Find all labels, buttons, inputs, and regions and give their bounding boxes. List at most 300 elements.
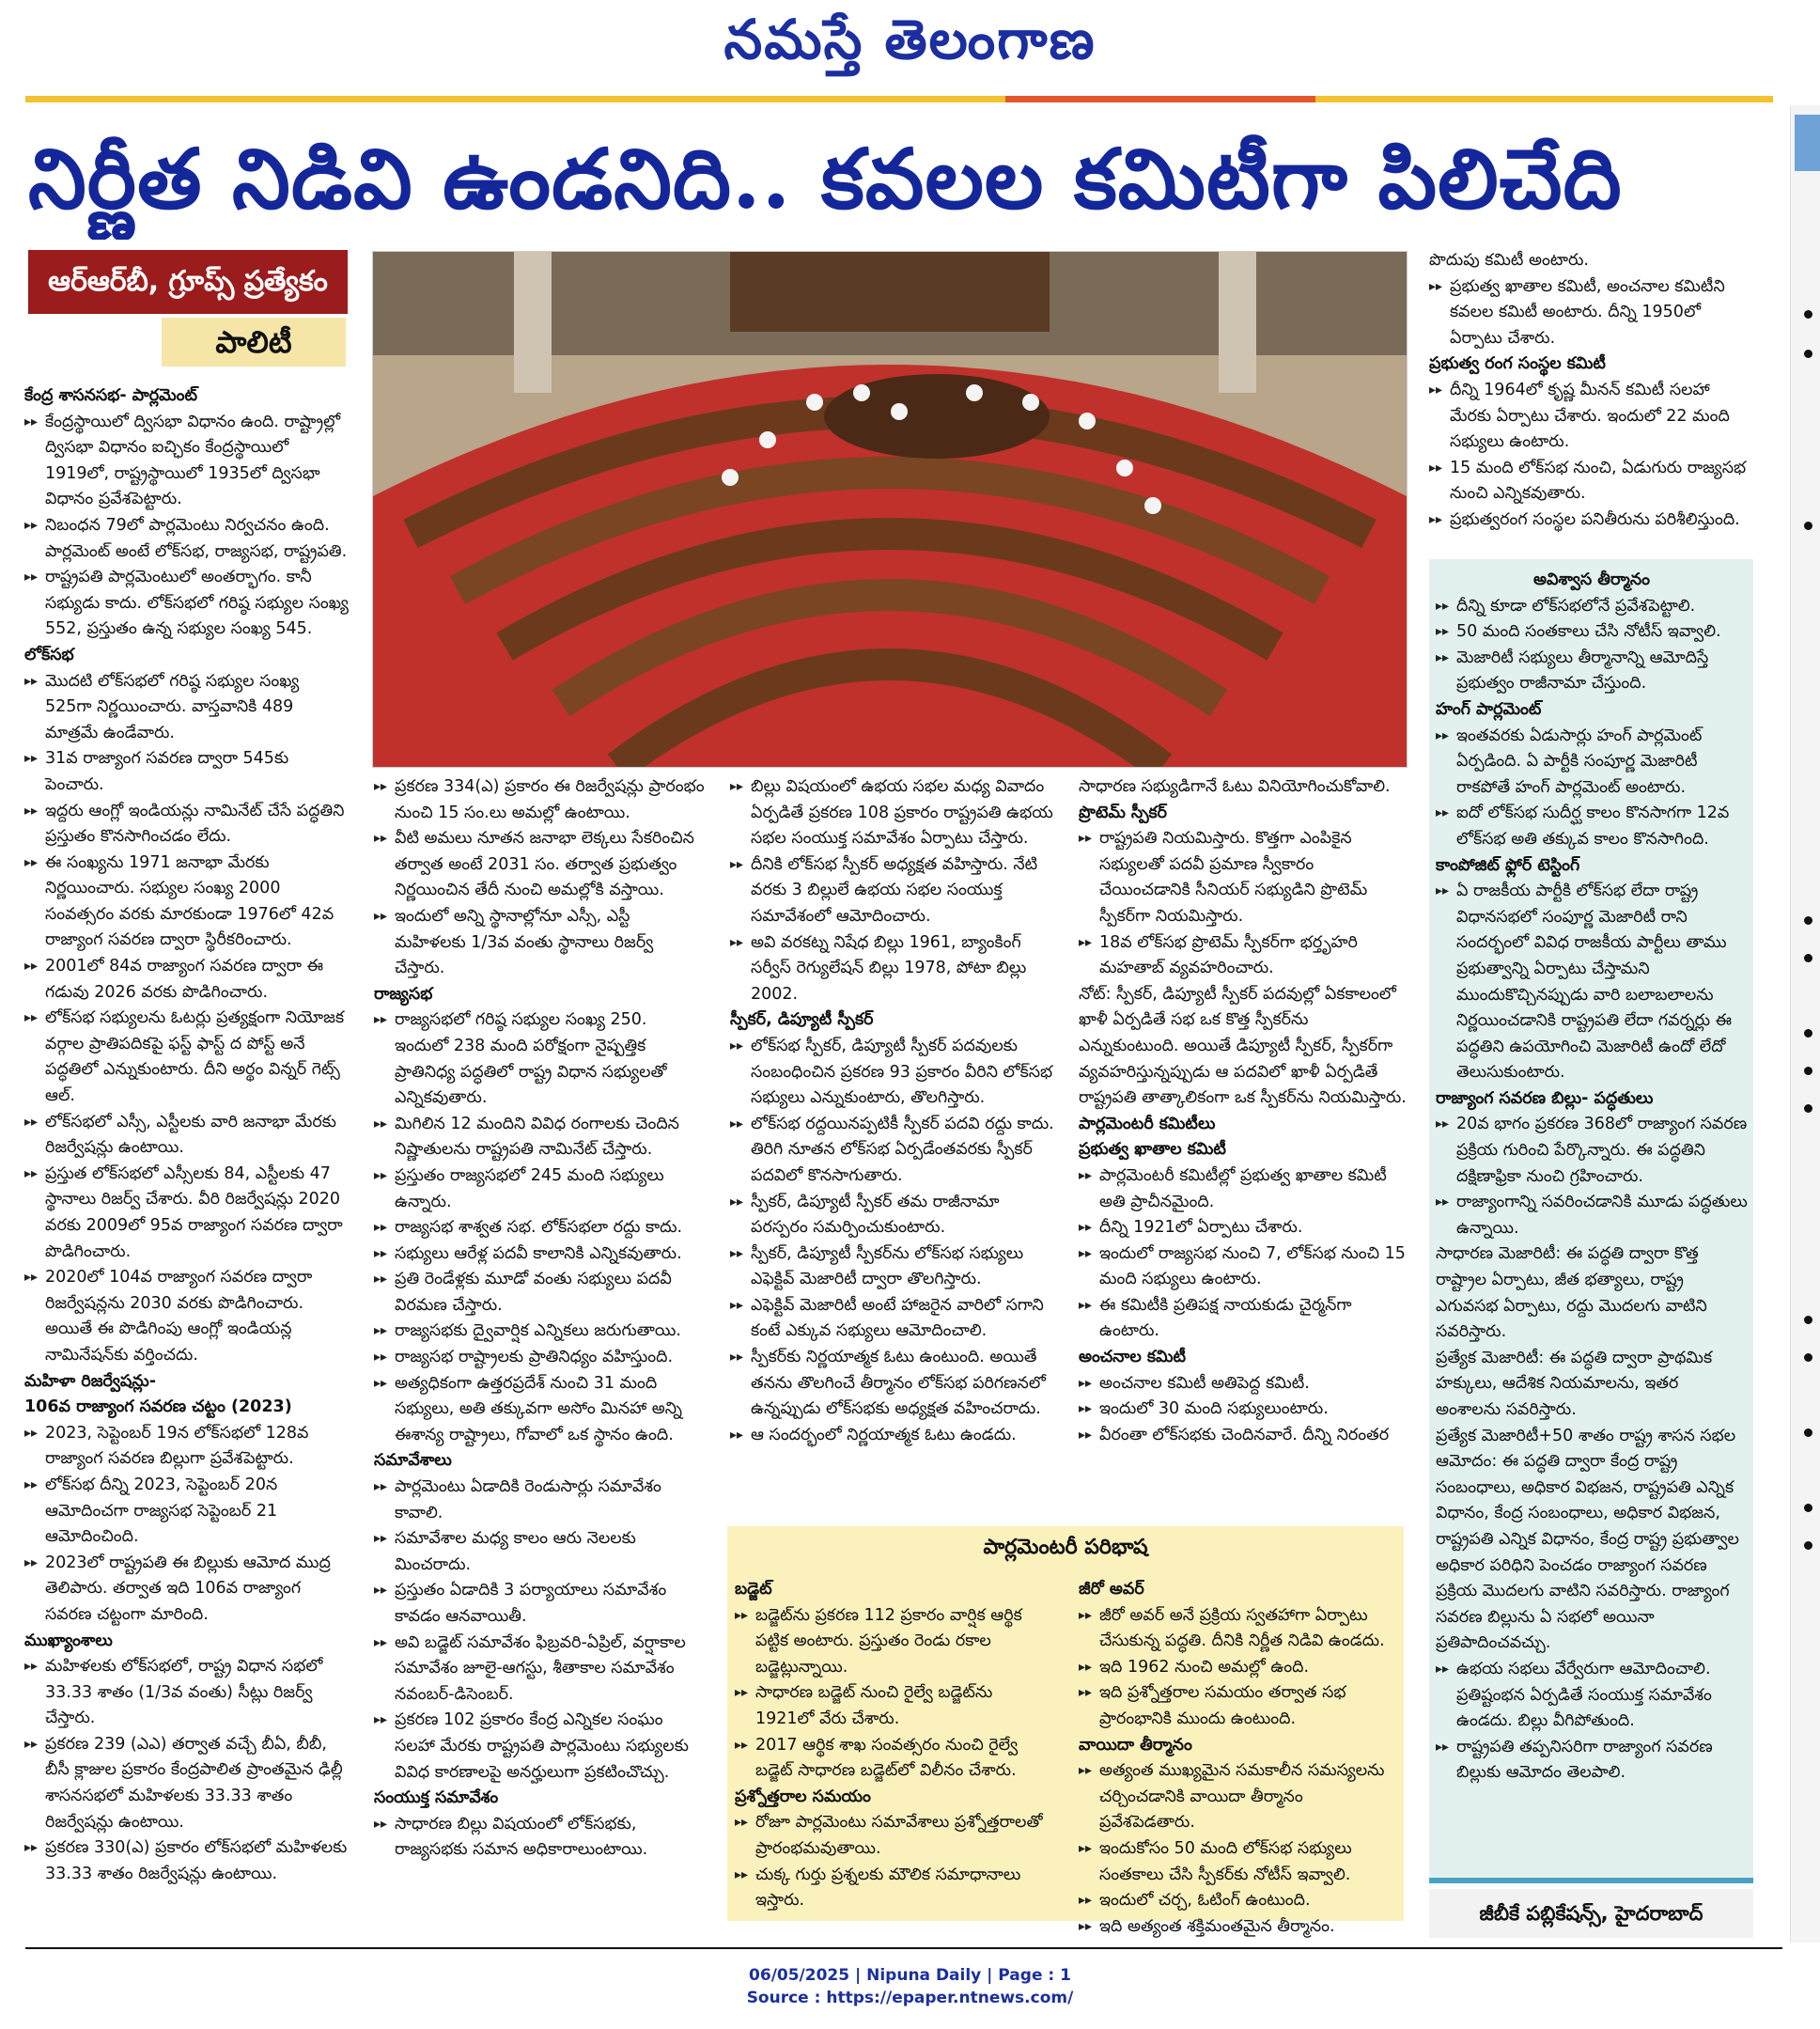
section-heading: ప్రశ్నోత్తరాల సమయం [735, 1787, 871, 1806]
bullet-text: లోక్‌సభ దీన్ని 2023, సెప్టెంబర్ 20న ఆమోదించగా రాజ్యసభ సెప్టెంబర్ 21 ఆమోదించింది. [45, 1475, 278, 1547]
bullet-item [24, 513, 349, 565]
bullet-item [24, 799, 349, 851]
bullet-icon: ▸▸ [24, 803, 39, 819]
bullet-icon: ▸▸ [730, 856, 744, 872]
bullet-text: పార్లమెంటరీ కమిటీల్లో ప్రభుత్వ ఖాతాల కమిటీ అతి ప్రాచీనమైంది. [1099, 1165, 1387, 1211]
bullet-icon: ▸▸ [1079, 1427, 1093, 1443]
bullet-icon: ▸▸ [24, 854, 39, 870]
bullet-text: దీన్ని కూడా లోక్‌సభలోనే ప్రవేశపెట్టాలి. [1456, 596, 1696, 616]
bullet-text: ఇందులో చర్చ, ఓటింగ్ ఉంటుంది. [1099, 1891, 1311, 1911]
bullet-icon: ▸▸ [1079, 1607, 1093, 1623]
bullet-icon: ▸▸ [24, 1736, 39, 1752]
section-heading: కాంపోజిట్ ఫ్లోర్ టెస్టింగ్ [1436, 855, 1580, 875]
edge-bullet [1804, 350, 1812, 358]
bullet-item [1429, 507, 1753, 534]
bullet-icon: ▸▸ [1436, 1739, 1450, 1755]
bullet-text: బిల్లు విషయంలో ఉభయ సభల మధ్య వివాదం ఏర్పడితే ప్రకరణ 108 ప్రకారం రాష్ట్రపతి ఉభయ సభల సంయుక్త సమావేశం ఏర్పాటు చేస్తారు. [751, 777, 1053, 849]
bullet-item [374, 1631, 705, 1709]
bullet-text: ప్రభుత్వరంగ సంస్థల పనితీరును పరిశీలిస్తుంది. [1450, 509, 1740, 529]
bullet-item [374, 774, 705, 826]
bullet-text: ఎఫెక్టివ్ మెజారిటీ అంటే హాజరైన వారిలో సగాని కంటే ఎక్కువ సభ్యులు ఆమోదించాలి. [751, 1295, 1044, 1341]
bullet-text: 15 మంది లోక్‌సభ నుంచి, ఏడుగురు రాజ్యసభ నుంచి ఎన్నికవుతారు. [1450, 458, 1747, 504]
section-heading: రాజ్యసభ [374, 984, 433, 1004]
bullet-text: లోక్‌సభ స్పీకర్, డిప్యూటీ స్పీకర్ పదవులకు సంబంధించిన ప్రకరణ 93 ప్రకారం వీరిని లోక్‌సభ సభ్యులు ఎన్నుకుంటారు, తొలగిస్తారు. [751, 1036, 1053, 1108]
bullet-icon: ▸▸ [735, 1737, 749, 1753]
bullet-icon: ▸▸ [730, 1350, 744, 1366]
bullet-icon: ▸▸ [1436, 727, 1450, 743]
bullet-text: మహిళలకు లోక్‌సభలో, రాష్ట్ర విధాన సభలో 33.33 శాతం (1/3వ వంతు) సీట్లు రిజర్వ్ చేస్తారు. [45, 1657, 323, 1728]
column-5-top [1429, 248, 1753, 534]
bullet-icon: ▸▸ [1429, 382, 1443, 398]
bullet-icon: ▸▸ [1079, 1401, 1093, 1417]
bullet-icon: ▸▸ [24, 1425, 39, 1441]
bullet-text: 18వ లోక్‌సభ ప్రొటెమ్ స్పీకర్‌గా భర్తృహరి మహతాబ్ వ్యవహరించారు. [1099, 932, 1358, 978]
bullet-text: రాజ్యసభకు ద్వైవార్షిక ఎన్నికలు జరుగుతాయి. [395, 1321, 681, 1341]
parliament-photo [372, 251, 1408, 768]
section-heading: జీరో అవర్ [1079, 1580, 1144, 1599]
edge-bullet [1804, 310, 1812, 319]
bullet-item [374, 904, 705, 982]
bullet-text: ఇది ప్రశ్నోత్తరాల సమయం తర్వాత సభ ప్రారంభానికి ముందు ఉంటుంది. [1099, 1683, 1346, 1728]
bullet-text: ఏ రాజకీయ పార్టీకి లోక్‌సభ లేదా రాష్ట్ర విధానసభలో సంపూర్ణ మెజారిటీ రాని సందర్భంలో వివిధ రాజకీయ పార్టీలు తాము ప్రభుత్వాన్ని ఏర్పాటు చేస్తామని ముందుకొచ్చినప్పుడు వారి బలాబలాలను నిర్ణయించడానికి రాష్ట్రపతి లేదా గవర్నర్లు ఈ పద్ధతిని ఉపయోగించి మెజారిటీ ఉందో లేదో తెలుసుకుంటారు. [1456, 882, 1733, 1083]
bullet-icon: ▸▸ [24, 1114, 39, 1130]
bullet-item [730, 1241, 1061, 1293]
glossary-title: పార్లమెంటరీ పరిభాష [983, 1536, 1148, 1559]
bullet-text: రాష్ట్రపతి పార్లమెంటులో అంతర్భాగం. కానీ సభ్యుడు కాదు. లోక్‌సభలో గరిష్ఠ సభ్యుల సంఖ్య 552, ప్రస్తుతం ఉన్న సభ్యుల సంఖ్య 545. [45, 568, 349, 639]
bullet-item [1436, 619, 1748, 646]
bullet-text: ఈ సంఖ్యను 1971 జనాభా మేరకు నిర్ణయించారు. సభ్యుల సంఖ్య 2000 సంవత్సరం వరకు మారకుండా 1976లో 42వ రాజ్యాంగ సవరణ ద్వారా స్థిరీకరించారు. [45, 852, 334, 950]
bullet-text: ఇది 1962 నుంచి అమల్లో ఉంది. [1099, 1657, 1310, 1677]
top-rule-accent [1005, 96, 1315, 102]
bullet-text: సాధారణ బడ్జెట్ నుంచి రైల్వే బడ్జెట్‌ను 1921లో వేరు చేశారు. [755, 1683, 993, 1728]
bullet-item [1079, 1423, 1408, 1449]
footer-date-line: 06/05/2025 | Nipuna Daily | Page : 1 [749, 1966, 1071, 1985]
edge-bullet [1804, 1104, 1812, 1113]
bullet-text: అవి బడ్జెట్ సమావేశం ఫిబ్రవరి-ఏప్రిల్, వర్షాకాల సమావేశం జూలై-ఆగస్టు, శీతాకాల సమావేశం నవంబర్-డిసెంబర్. [395, 1632, 686, 1704]
bullet-icon: ▸▸ [730, 1297, 744, 1313]
bullet-text: ఇది అత్యంత శక్తిమంతమైన తీర్మానం. [1099, 1916, 1335, 1936]
bullet-icon: ▸▸ [1079, 1659, 1093, 1675]
paragraph: నోట్: స్పీకర్, డిప్యూటీ స్పీకర్ పదవుల్లో ఏకకాలంలో ఖాళీ ఏర్పడితే సభ ఒక కొత్త స్పీకర్‌ను ఎన్నుకుంటుంది. అయితే డిప్యూటీ స్పీకర్, స్పీకర్‌గా వ్యవహరిస్తున్నప్పుడు ఆ పదవిలో ఖాళీ ఏర్పడితే రాష్ట్రపతి తాత్కాలికంగా ఒక స్పీకర్‌ను నియమిస్తారు. [1079, 984, 1407, 1108]
bullet-text: అంచనాల కమిటీ అతిపెద్ద కమిటీ. [1099, 1373, 1310, 1393]
bullet-item [1079, 1371, 1408, 1397]
bullet-item [1079, 930, 1408, 982]
section-heading: హంగ్ పార్లమెంట్ [1436, 699, 1542, 719]
paragraph: ప్రత్యేక మెజారిటీ: ఈ పద్ధతి ద్వారా ప్రాథమిక హక్కులు, ఆదేశిక నియమాలను, ఇతర అంశాలను సవరిస్తారు. [1436, 1348, 1713, 1419]
bullet-icon: ▸▸ [374, 1583, 388, 1599]
bullet-item [24, 1835, 349, 1887]
bullet-item [24, 1162, 349, 1265]
footer-source-line: Source : https://epaper.ntnews.com/ [746, 1989, 1074, 2007]
bullet-item [374, 1371, 705, 1449]
bullet-item [1436, 1112, 1748, 1190]
bullet-icon: ▸▸ [374, 1479, 388, 1495]
section-heading: పార్లమెంటరీ కమిటీలు [1079, 1114, 1216, 1133]
paragraph: పొదుపు కమిటీ అంటారు. [1429, 251, 1589, 270]
bullet-icon: ▸▸ [1436, 1194, 1450, 1210]
bullet-icon: ▸▸ [374, 831, 388, 847]
headline: నిర్ణీత నిడివి ఉండనిది.. కవలల కమిటీగా పిలిచేది [28, 130, 1623, 227]
bullet-text: లోక్‌సభలో ఎస్సీ, ఎస్టీలకు వారి జనాభా మేరకు రిజర్వేషన్లు ఉంటాయి. [45, 1112, 336, 1158]
column-3 [730, 774, 1061, 1448]
bullet-icon: ▸▸ [735, 1815, 749, 1831]
bullet-icon: ▸▸ [1436, 805, 1450, 821]
bullet-icon: ▸▸ [374, 1350, 388, 1366]
bullet-item [374, 1267, 705, 1319]
bullet-item [24, 954, 349, 1006]
bullet-item [374, 1708, 705, 1786]
bullet-item [1079, 1680, 1398, 1732]
bullet-item [1079, 1914, 1398, 1941]
bullet-text: స్పీకర్, డిప్యూటీ స్పీకర్ తమ రాజీనామా పరస్పరం సమర్పించుకుంటారు. [751, 1192, 1000, 1238]
bullet-item [374, 1163, 705, 1215]
bullet-item [24, 1006, 349, 1109]
bullet-item [24, 1421, 349, 1473]
bullet-item [374, 1345, 705, 1371]
bullet-text: 2023లో రాష్ట్రపతి ఈ బిల్లుకు ఆమోద ముద్ర తెలిపారు. తర్వాత ఇది 106వ రాజ్యాంగ సవరణ చట్టంగా మారింది. [45, 1553, 331, 1624]
bullet-item [1079, 1215, 1408, 1241]
bullet-text: లోక్‌సభ రద్దయినప్పటికీ స్పీకర్ పదవి రద్దు కాదు. తిరిగి నూతన లోక్‌సభ ఏర్పడేంతవరకు స్పీకర్ పదవిలో కొనసాగుతారు. [751, 1114, 1054, 1185]
bullet-item [1079, 1888, 1398, 1914]
bullet-icon: ▸▸ [730, 1427, 744, 1443]
bullet-icon: ▸▸ [374, 1220, 388, 1236]
bullet-icon: ▸▸ [24, 1659, 39, 1675]
bullet-icon: ▸▸ [374, 779, 388, 794]
edge-bullet [1804, 1316, 1812, 1324]
bullet-text: ఇందులో అన్ని స్థానాల్లోనూ ఎస్సీ, ఎస్టీ మహిళలకు 1/3వ వంతు స్థానాలు రిజర్వ్ చేస్తారు. [395, 906, 654, 978]
footer [0, 1964, 1820, 2009]
bullet-icon: ▸▸ [374, 1634, 388, 1650]
bullet-item [1079, 1397, 1408, 1423]
bullet-item [1429, 378, 1753, 456]
bullet-item [730, 930, 1061, 1008]
bullet-icon: ▸▸ [24, 1840, 39, 1856]
bullet-text: కేంద్రస్థాయిలో ద్విసభా విధానం ఉంది. రాష్ట్రాల్లో ద్విసభా విధానం ఐచ్ఛికం కేంద్రస్థాయిలో 1919లో, రాష్ట్రస్థాయిలో 1935లో ద్విసభా విధానం ప్రవేశపెట్టారు. [45, 412, 341, 509]
subject-tag: పాలిటీ [162, 318, 346, 367]
bullet-icon: ▸▸ [1079, 1893, 1093, 1909]
exam-tag: ఆర్ఆర్‌బీ, గ్రూప్స్ ప్రత్యేకం [28, 250, 348, 314]
bullet-icon: ▸▸ [1079, 1685, 1093, 1701]
bullet-text: మిగిలిన 12 మందిని వివిధ రంగాలకు చెందిన నిష్ణాతులను రాష్ట్రపతి నామినేట్ చేస్తారు. [395, 1114, 679, 1160]
bullet-text: రాష్ట్రపతి తప్పనిసరిగా రాజ్యాంగ సవరణ బిల్లుకు ఆమోదం తెలపాలి. [1456, 1737, 1713, 1783]
bullet-text: సమావేశాల మధ్య కాలం ఆరు నెలలకు మించరాదు. [395, 1529, 636, 1574]
bullet-item [374, 1007, 705, 1111]
bullet-text: అవి వరకట్న నిషేధ బిల్లు 1961, బ్యాంకింగ్ సర్వీస్ రెగ్యులేషన్ బిల్లు 1978, పోటా బిల్లు 2002. [751, 932, 1027, 1004]
bullet-item [1079, 1758, 1398, 1836]
bullet-item [730, 1345, 1061, 1423]
edge-bullet [1804, 1067, 1812, 1075]
bullet-text: బడ్జెట్‌ను ప్రకరణ 112 ప్రకారం వార్షిక ఆర్థిక పట్టిక అంటారు. ప్రస్తుతం రెండు రకాల బడ్జెట్లున్నాయి. [755, 1605, 1022, 1677]
bullet-text: ఉభయ సభలు వేర్వేరుగా ఆమోదించాలి. ప్రతిష్టంభన ఏర్పడితే సంయుక్త సమావేశం ఉండదు. బిల్లు వీగిపోతుంది. [1456, 1659, 1712, 1731]
bullet-icon: ▸▸ [1429, 460, 1443, 476]
bullet-text: ప్రకరణ 334(ఎ) ప్రకారం ఈ రిజర్వేషన్లు ప్రారంభం నుంచి 15 సం.లు అమల్లో ఉంటాయి. [395, 777, 705, 822]
bullet-icon: ▸▸ [1436, 598, 1450, 614]
bullet-text: ఇంతవరకు ఏడుసార్లు హంగ్ పార్లమెంట్ ఏర్పడింది. ఏ పార్టీకి సంపూర్ణ మెజారిటీ రాకపోతే హంగ్ పార్లమెంట్ అంటారు. [1456, 726, 1703, 797]
bullet-item [24, 1265, 349, 1368]
bullet-icon: ▸▸ [1079, 1918, 1093, 1934]
bullet-item [1436, 594, 1748, 620]
bullet-icon: ▸▸ [24, 1270, 39, 1286]
bottom-rule [25, 1947, 1782, 1949]
publisher-credit: జీబీకే పబ్లికేషన్స్, హైదరాబాద్ [1429, 1889, 1753, 1938]
bullet-icon: ▸▸ [24, 959, 39, 975]
bullet-text: రాజ్యసభ రాష్ట్రాలకు ప్రాతినిధ్యం వహిస్తుంది. [395, 1348, 674, 1367]
bullet-item [24, 1551, 349, 1629]
bullet-item [24, 1654, 349, 1732]
bullet-text: వీరంతా లోక్‌సభకు చెందినవారే. దీన్ని నిరంతర [1099, 1425, 1390, 1444]
bullet-icon: ▸▸ [24, 673, 39, 689]
bullet-icon: ▸▸ [374, 1012, 388, 1028]
bullet-text: చుక్క గుర్తు ప్రశ్నలకు మౌలిక సమాధానాలు ఇస్తారు. [755, 1865, 1021, 1911]
edge-bullet [1804, 1029, 1812, 1038]
bullet-item [730, 1034, 1061, 1112]
section-heading: ప్రభుత్వ ఖాతాల కమిటీ [1079, 1140, 1226, 1160]
bullet-text: 50 మంది సంతకాలు చేసి నోటీస్ ఇవ్వాలి. [1456, 622, 1721, 642]
edge-bullet [1804, 1353, 1812, 1362]
newspaper-title: నమస్తే తెలంగాణ [723, 8, 1097, 71]
bullet-icon: ▸▸ [1079, 1763, 1093, 1779]
section-heading: అవిశ్వాస తీర్మానం [1533, 570, 1650, 589]
bullet-icon: ▸▸ [730, 1116, 744, 1132]
section-heading: సమావేశాలు [374, 1451, 452, 1471]
bullet-item [1436, 1657, 1748, 1735]
bullet-icon: ▸▸ [374, 1167, 388, 1183]
section-heading: ప్రొటెమ్ స్పీకర్ [1079, 803, 1168, 822]
bullet-item [730, 774, 1061, 852]
bullet-text: దీన్ని 1921లో ఏర్పాటు చేశారు. [1099, 1218, 1303, 1238]
bullet-icon: ▸▸ [1079, 1375, 1093, 1391]
bullet-item [1436, 1735, 1748, 1787]
bullet-icon: ▸▸ [1436, 1116, 1450, 1132]
bullet-text: అత్యధికంగా ఉత్తరప్రదేశ్ నుంచి 31 మంది సభ్యులు, అతి తక్కువగా అసోం మినహా అన్ని ఈశాన్య రాష్ట్రాలు, గోవాలో ఒక స్థానం ఉంది. [395, 1373, 682, 1444]
bullet-text: ప్రభుత్వ ఖాతాల కమిటీ, అంచనాల కమిటీని కవలల కమిటీ అంటారు. దీన్ని 1950లో ఏర్పాటు చేశారు. [1450, 276, 1725, 348]
bullet-item [374, 826, 705, 904]
paragraph: సాధారణ సభ్యుడిగానే ఓటు వినియోగించుకోవాలి. [1079, 777, 1391, 796]
bullet-item [730, 852, 1061, 930]
bullet-icon: ▸▸ [374, 1531, 388, 1547]
bullet-item [374, 1812, 705, 1864]
bullet-text: వీటి అమలు నూతన జనాభా లెక్కలు సేకరించిన తర్వాత అంటే 2031 సం. తర్వాత ప్రభుత్వం నిర్ణయించిన తేదీ నుంచి అమల్లోకి వస్తాయి. [395, 829, 694, 900]
bullet-item [24, 669, 349, 747]
bullet-text: 2020లో 104వ రాజ్యాంగ సవరణ ద్వారా రిజర్వేషన్లను 2030 వరకు పొడిగించారు. అయితే ఈ పొడిగింపు ఆంగ్లో ఇండియన్ల నామినేషన్‌కు వర్తించదు. [45, 1268, 313, 1365]
section-heading: సంయుక్త సమావేశం [374, 1788, 499, 1808]
bullet-text: మొదటి లోక్‌సభలో గరిష్ఠ సభ్యుల సంఖ్య 525గా నిర్ణయించారు. వాస్తవానికి 489 మాత్రమే ఉండేవారు. [45, 671, 300, 742]
section-heading: ప్రభుత్వ రంగ సంస్థల కమిటీ [1429, 354, 1606, 374]
column-1 [24, 383, 349, 1887]
edge-bullet [1804, 954, 1812, 962]
bullet-text: ఇందులో రాజ్యసభ నుంచి 7, లోక్‌సభ నుంచి 15 మంది సభ్యులు ఉంటారు. [1099, 1243, 1406, 1289]
bullet-text: ప్రకరణ 102 ప్రకారం కేంద్ర ఎన్నికల సంఘం సలహా మేరకు రాష్ట్రపతి పార్లమెంటు సభ్యులకు వివిధ కారణాలపై అనర్హులుగా ప్రకటించొచ్చు. [395, 1710, 689, 1782]
top-rule [25, 96, 1773, 102]
bullet-text: 20వ భాగం ప్రకరణ 368లో రాజ్యాంగ సవరణ ప్రక్రియ గురించి పేర్కొన్నారు. ఈ పద్ధతిని దక్షిణాఫ్రికా నుంచి గ్రహించారు. [1456, 1115, 1748, 1186]
bullet-icon: ▸▸ [24, 1554, 39, 1570]
edge-bullet [1804, 522, 1812, 530]
bullet-item [1436, 724, 1748, 802]
bullet-text: లోక్‌సభ సభ్యులను ఓటర్లు ప్రత్యక్షంగా నియోజక వర్గాల ప్రాతిపదికపై ఫస్ట్ ఫాస్ట్ ద పోస్ట్ అనే పద్ధతిలో ఎన్నుకుంటారు. దీని అర్థం విన్నర్ గెట్స్ ఆల్. [45, 1008, 345, 1106]
bullet-item [1436, 646, 1748, 697]
bullet-text: ఐదో లోక్‌సభ సుదీర్ఘ కాలం కొనసాగగా 12వ లోక్‌సభ అతి తక్కువ కాలం కొనసాగింది. [1456, 804, 1730, 849]
bullet-item [1436, 1190, 1748, 1241]
bullet-icon: ▸▸ [374, 1323, 388, 1339]
section-heading: ముఖ్యాంశాలు [24, 1631, 113, 1650]
bullet-item [374, 1475, 705, 1526]
bullet-text: ప్రస్తుతం రాజ్యసభలో 245 మంది సభ్యులు ఉన్నారు. [395, 1165, 664, 1211]
bullet-item [1079, 1603, 1398, 1655]
bullet-text: సభ్యులు ఆరేళ్ల పదవీ కాలానికి ఎన్నికవుతారు. [395, 1243, 682, 1263]
bullet-icon: ▸▸ [24, 751, 39, 767]
bullet-text: పార్లమెంటు ఏడాదికి రెండుసార్లు సమావేశం కావాలి. [395, 1477, 661, 1522]
bullet-item [735, 1680, 1054, 1732]
bullet-text: 31వ రాజ్యాంగ సవరణ ద్వారా 545కు పెంచారు. [45, 749, 289, 794]
bullet-text: దీన్ని 1964లో కృష్ణ మీనన్ కమిటీ సలహా మేరకు ఏర్పాటు చేశారు. ఇందులో 22 మంది సభ్యులు ఉంటారు. [1450, 380, 1730, 452]
column-5-panel [1436, 568, 1748, 1787]
bullet-icon: ▸▸ [1429, 278, 1443, 294]
bullet-text: ఇందుకోసం 50 మంది లోక్‌సభ సభ్యులు సంతకాలు చేసి స్పీకర్‌కు నోటీస్ ఇవ్వాలి. [1099, 1838, 1352, 1884]
bullet-icon: ▸▸ [374, 1245, 388, 1261]
bullet-icon: ▸▸ [735, 1866, 749, 1882]
bullet-text: ప్రకరణ 239 (ఎఎ) తర్వాత వచ్చే బీఏ, బీబీ, బీసీ క్లాజుల ప్రకారం కేంద్రపాలిత ప్రాంతమైన ఢిల్లీ శాసనసభలో మహిళలకు 33.33 శాతం రిజర్వేషన్లు ఉంటాయి. [45, 1734, 343, 1832]
bullet-icon: ▸▸ [735, 1607, 749, 1623]
bullet-icon: ▸▸ [1079, 1220, 1093, 1236]
column-2 [374, 774, 705, 1864]
bullet-text: 2017 ఆర్థిక శాఖ సంవత్సరం నుంచి రైల్వే బడ్జెట్ సాధారణ బడ్జెట్‌లో విలీనం చేశారు. [755, 1735, 1019, 1781]
bullet-item [730, 1112, 1061, 1190]
bullet-item [1436, 879, 1748, 1086]
bullet-text: అత్యంత ముఖ్యమైన సమకాలీన సమస్యలను చర్చించడానికి వాయిదా తీర్మానం ప్రవేశపెడతారు. [1099, 1761, 1385, 1833]
bullet-text: స్పీకర్‌కు నిర్ణయాత్మక ఓటు ఉంటుంది. అయితే తనను తొలగించే తీర్మానం లోక్‌సభ పరిగణనలో ఉన్నప్పుడు లోక్‌సభకు అధ్యక్షత వహించరాదు. [751, 1348, 1046, 1419]
bullet-text: దీనికి లోక్‌సభ స్పీకర్ అధ్యక్షత వహిస్తారు. నేటి వరకు 3 బిల్లులే ఉభయ సభల సంయుక్త సమావేశంలో ఆమోదించారు. [751, 854, 1038, 926]
bullet-text: సాధారణ బిల్లు విషయంలో లోక్‌సభకు, రాజ్యసభకు సమాన అధికారాలుంటాయి. [395, 1814, 648, 1860]
bullet-text: ప్రస్తుత లోక్‌సభలో ఎస్సీలకు 84, ఎస్టీలకు 47 స్థానాలు రిజర్వ్ చేశారు. వీరి రిజర్వేషన్లు 2020 వరకు 2009లో 95వ రాజ్యాంగ సవరణ ద్వారా పొడిగించారు. [45, 1163, 343, 1261]
section-heading: స్పీకర్, డిప్యూటీ స్పీకర్ [730, 1010, 874, 1030]
edge-bullet [1804, 1428, 1812, 1437]
bullet-item [374, 1526, 705, 1578]
section-heading: మహిళా రిజర్వేషన్లు- [24, 1371, 156, 1391]
bullet-text: మెజారిటీ సభ్యులు తీర్మానాన్ని ఆమోదిస్తే ప్రభుత్వం రాజీనామా చేస్తుంది. [1456, 648, 1709, 694]
column-4 [1079, 774, 1408, 1448]
bullet-item [374, 1215, 705, 1241]
bullet-text: ఇందులో 30 మంది సభ్యులుంటారు. [1099, 1399, 1329, 1419]
bullet-text: రాజ్యసభ శాశ్వత సభ. లోక్‌సభలా రద్దు కాదు. [395, 1218, 683, 1238]
bullet-item [1429, 274, 1753, 352]
edge-bullet [1804, 1541, 1812, 1550]
adjacent-page-edge [1790, 105, 1820, 1943]
bullet-item [735, 1733, 1054, 1785]
bullet-icon: ▸▸ [730, 779, 744, 794]
bullet-item [374, 1112, 705, 1163]
bullet-item [735, 1603, 1054, 1681]
bullet-icon: ▸▸ [374, 1272, 388, 1288]
bullet-icon: ▸▸ [374, 1712, 388, 1728]
bullet-item [1079, 826, 1408, 929]
bullet-text: ఈ కమిటీకి ప్రతిపక్ష నాయకుడు చైర్మన్‌గా ఉంటారు. [1099, 1295, 1352, 1341]
paragraph: సాధారణ మెజారిటీ: ఈ పద్ధతి ద్వారా కొత్త రాష్ట్రాల ఏర్పాటు, జీత భత్యాలు, రాష్ట్ర ఎగువసభ ఏర్పాటు, రద్దు మొదలగు వాటిని సవరిస్తారు. [1436, 1244, 1707, 1342]
bullet-text: ప్రస్తుతం ఏడాదికి 3 పర్యాయాలు సమావేశం కావడం ఆనవాయితీ. [395, 1581, 667, 1626]
bullet-item [24, 1473, 349, 1551]
glossary-right [1079, 1577, 1398, 1940]
bullet-item [374, 1319, 705, 1345]
bullet-item [1079, 1163, 1408, 1215]
bullet-icon: ▸▸ [1429, 511, 1443, 527]
bullet-icon: ▸▸ [1079, 1297, 1093, 1313]
bullet-item [1436, 801, 1748, 852]
bullet-item [735, 1810, 1054, 1862]
bullet-icon: ▸▸ [24, 1476, 39, 1492]
bullet-icon: ▸▸ [1436, 1661, 1450, 1677]
bullet-text: 2023, సెప్టెంబర్ 19న లోక్‌సభలో 128వ రాజ్యాంగ సవరణ బిల్లుగా ప్రవేశపెట్టారు. [45, 1423, 309, 1469]
bullet-icon: ▸▸ [1436, 624, 1450, 640]
edge-bullet [1804, 916, 1812, 925]
bullet-text: ప్రతి రెండేళ్లకు మూడో వంతు సభ్యులు పదవీ విరమణ చేస్తారు. [395, 1270, 672, 1315]
bullet-icon: ▸▸ [1079, 1167, 1093, 1183]
section-heading: రాజ్యాంగ సవరణ బిల్లు- పద్ధతులు [1436, 1088, 1654, 1108]
bullet-icon: ▸▸ [1079, 934, 1093, 950]
section-heading: కేంద్ర శాసనసభ- పార్లమెంట్ [24, 386, 198, 405]
section-heading: లోక్‌సభ [24, 645, 74, 664]
bullet-item [1429, 456, 1753, 507]
bullet-text: రాజ్యాంగాన్ని సవరించడానికి మూడు పద్ధతులు ఉన్నాయి. [1456, 1193, 1748, 1238]
bullet-text: రోజూ పార్లమెంటు సమావేశాలు ప్రశ్నోత్తరాలతో ప్రారంభమవుతాయి. [755, 1813, 1043, 1858]
bullet-item [24, 1732, 349, 1835]
bullet-item [1079, 1655, 1398, 1681]
bullet-icon: ▸▸ [374, 1816, 388, 1832]
bullet-item [730, 1423, 1061, 1449]
bullet-icon: ▸▸ [730, 1194, 744, 1210]
bullet-text: ఆ సందర్భంలో నిర్ణయాత్మక ఓటు ఉండదు. [751, 1425, 1017, 1444]
bullet-icon: ▸▸ [24, 570, 39, 585]
edge-bullet [1804, 1504, 1812, 1512]
bullet-icon: ▸▸ [374, 908, 388, 924]
bullet-item [374, 1241, 705, 1268]
section-heading: 106వ రాజ్యాంగ సవరణ చట్టం (2023) [24, 1397, 292, 1417]
bullet-text: ప్రకరణ 330(ఎ) ప్రకారం లోక్‌సభలో మహిళలకు 33.33 శాతం రిజర్వేషన్లు ఉంటాయి. [45, 1838, 348, 1883]
bullet-text: రాష్ట్రపతి నియమిస్తారు. కొత్తగా ఎంపికైన సభ్యులతో పదవీ ప్రమాణ స్వీకారం చేయించడానికి సీనియర్ సభ్యుడిని ప్రొటెమ్ స్పీకర్‌గా నియమిస్తారు. [1099, 829, 1368, 926]
bullet-icon: ▸▸ [1079, 1245, 1093, 1261]
bullet-item [24, 410, 349, 513]
bullet-text: జీరో అవర్ అనే ప్రక్రియ స్వతహాగా ఏర్పాటు చేసుకున్న పద్ధతి. దీనికి నిర్ణీత నిడివి ఉండదు. [1099, 1605, 1385, 1651]
bullet-item [730, 1293, 1061, 1345]
bullet-item [24, 746, 349, 798]
bullet-icon: ▸▸ [1436, 883, 1450, 899]
bullet-item [24, 851, 349, 954]
bullet-icon: ▸▸ [374, 1375, 388, 1391]
bullet-item [1079, 1241, 1408, 1293]
bullet-item [1079, 1836, 1398, 1888]
bullet-icon: ▸▸ [24, 1010, 39, 1026]
bullet-icon: ▸▸ [374, 1116, 388, 1132]
bullet-icon: ▸▸ [735, 1685, 749, 1701]
bullet-icon: ▸▸ [1079, 831, 1093, 847]
bullet-item [730, 1190, 1061, 1241]
bullet-text: రాజ్యసభలో గరిష్ఠ సభ్యుల సంఖ్య 250. ఇందులో 238 మంది పరోక్షంగా నైష్పత్తిక ప్రాతినిధ్య పద్ధతిలో రాష్ట్ర విధాన సభ్యులతో ఎన్నికవుతారు. [395, 1010, 667, 1108]
bullet-icon: ▸▸ [730, 934, 744, 950]
glossary-left [735, 1577, 1054, 1914]
bullet-item [24, 1110, 349, 1162]
bullet-icon: ▸▸ [1079, 1840, 1093, 1856]
bullet-text: స్పీకర్, డిప్యూటీ స్పీకర్‌ను లోక్‌సభ సభ్యులు ఎఫెక్టివ్ మెజారిటీ ద్వారా తొలగిస్తారు. [751, 1243, 1024, 1289]
bullet-text: 2001లో 84వ రాజ్యాంగ సవరణ ద్వారా ఈ గడువు 2026 వరకు పొడిగించారు. [45, 957, 324, 1002]
bullet-text: ఇద్దరు ఆంగ్లో ఇండియన్లు నామినేట్ చేసే పద్ధతిని ప్రస్తుతం కొనసాగించడం లేదు. [45, 801, 345, 847]
section-heading: వాయిదా తీర్మానం [1079, 1735, 1192, 1755]
bullet-item [1079, 1293, 1408, 1345]
bullet-icon: ▸▸ [24, 517, 39, 533]
bullet-icon: ▸▸ [730, 1038, 744, 1054]
bullet-icon: ▸▸ [730, 1245, 744, 1261]
bullet-item [24, 565, 349, 643]
bullet-icon: ▸▸ [1436, 649, 1450, 665]
bullet-item [735, 1863, 1054, 1914]
masthead [0, 0, 1820, 94]
